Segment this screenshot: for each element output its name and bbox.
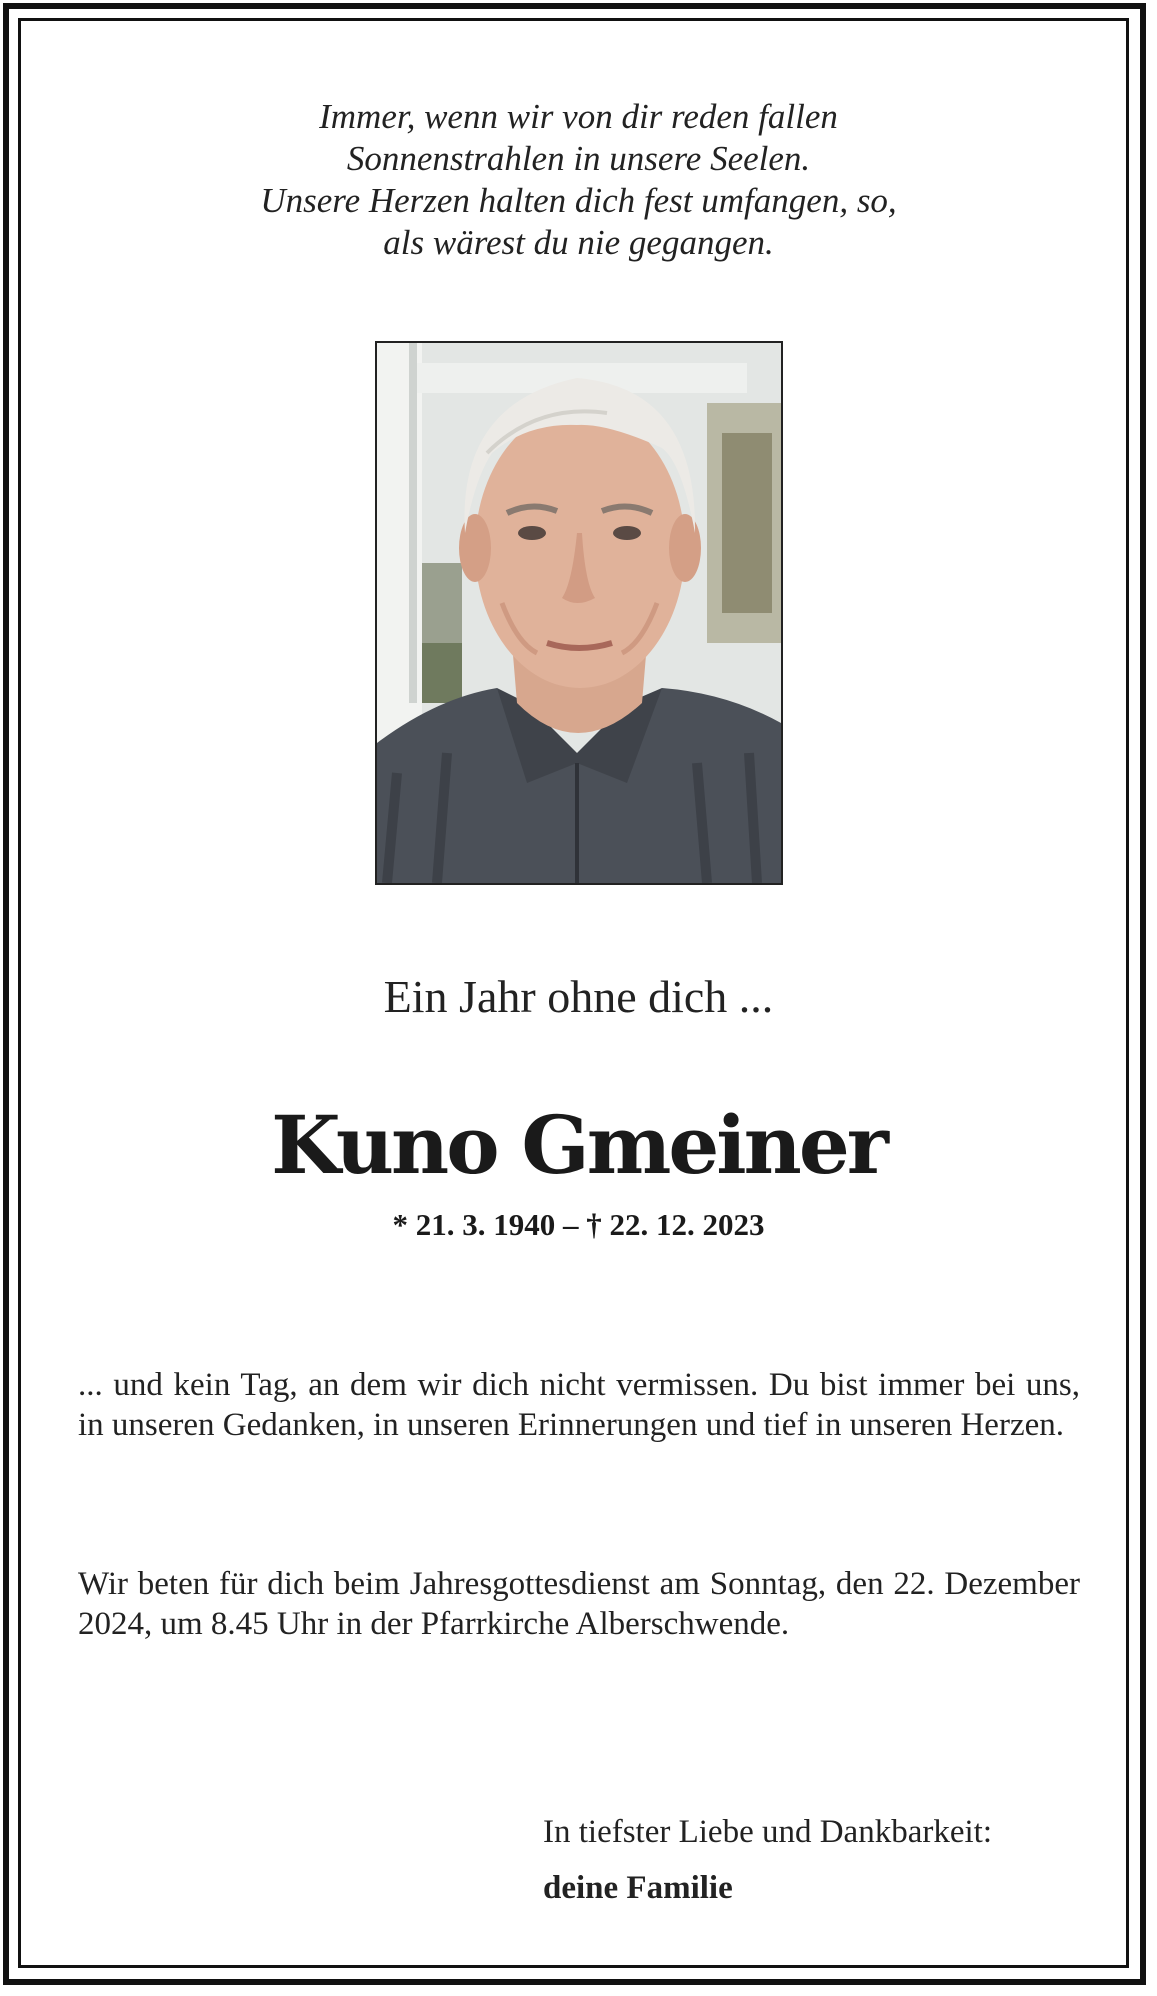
- intro-line: Ein Jahr ohne dich ...: [383, 971, 774, 1022]
- portrait-photo: [375, 341, 783, 885]
- poem-line: Immer, wenn wir von dir reden fallen: [319, 97, 838, 136]
- signature: deine Familie: [543, 1870, 733, 1906]
- deceased-name: Kuno Gmeiner: [271, 1098, 886, 1192]
- poem-line: Sonnenstrahlen in unsere Seelen.: [346, 139, 811, 178]
- remembrance-paragraph: ... und kein Tag, an dem wir dich nicht vermissen. Du bist immer bei uns, in unseren Gedanken, in unseren Erinnerungen und tief in unseren Herzen.: [78, 1367, 1080, 1443]
- life-dates: * 21. 3. 1940 – † 22. 12. 2023: [392, 1207, 765, 1242]
- poem: [0, 96, 1157, 264]
- poem-line: als wärest du nie gegangen.: [383, 223, 774, 262]
- poem-line: Unsere Herzen halten dich fest umfangen, so,: [260, 181, 897, 220]
- portrait-illustration: [377, 343, 781, 883]
- closing-line: In tiefster Liebe und Dankbarkeit:: [543, 1814, 992, 1850]
- service-announcement: Wir beten für dich beim Jahresgottesdienst am Sonntag, den 22. Dezember 2024, um 8.45 Uhr in der Pfarrkirche Alberschwende.: [78, 1566, 1080, 1642]
- closing-block: [543, 1804, 992, 1916]
